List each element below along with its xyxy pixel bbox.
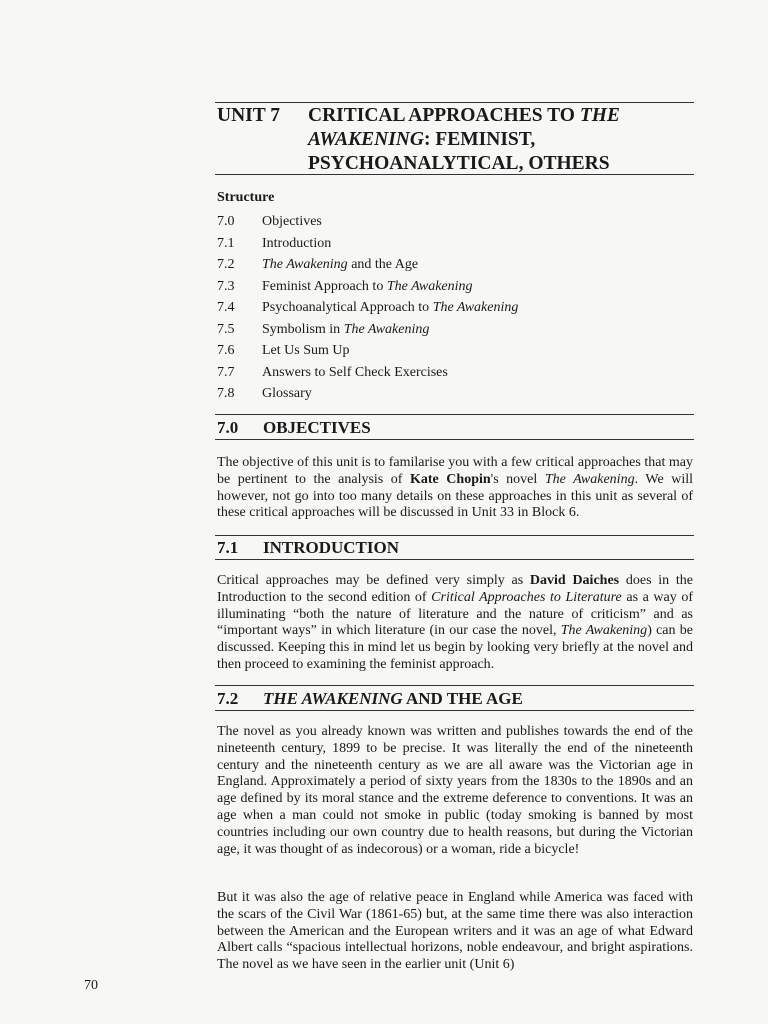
objectives-paragraph: The objective of this unit is to familarise you with a few critical approaches that may be pertinent to the analysis of Kate Chopin's novel The Awakening. We will however, not go into too many details on these approaches in this unit as several of these critical approaches will be discussed in Unit 33 in Block 6. [217,455,693,521]
objectives-top-rule [215,414,694,415]
structure-item-label: Answers to Self Check Exercises [262,364,448,380]
structure-item-number: 7.5 [217,321,235,337]
age-paragraph-1: The novel as you already known was written and publishes towards the end of the nineteenth century, 1899 to be precise. It was literally the end of the nineteenth century and the nineteenth century as we are all aware was the Victorian age in England. Approximately a period of sixty years from the 1830s to the 1890s and an age defined by its moral stance and the extreme deference to conventions. It was an age when a man could not smoke in public (today smoking is banned by most countries including our own country due to health reasons, but during the Victorian age, it was thought of as indecorous) or a woman, ride a bicycle! [217,724,693,857]
structure-item-label: Feminist Approach to The Awakening [262,278,473,294]
structure-list [217,211,687,405]
introduction-bottom-rule [215,559,694,560]
age-bottom-rule [215,710,694,711]
structure-item-number: 7.8 [217,386,235,401]
structure-item [217,233,687,255]
age-top-rule [215,685,694,686]
structure-item-number: 7.0 [217,214,235,229]
unit-title-lines [308,104,698,176]
page-number: 70 [84,978,98,993]
structure-item-number: 7.1 [217,235,235,251]
structure-item [217,297,687,319]
structure-item [217,319,687,341]
introduction-top-rule [215,535,694,536]
structure-item-number: 7.7 [217,364,235,380]
structure-item [217,362,687,384]
title-bottom-rule [215,174,694,175]
structure-item-label: Introduction [262,235,332,251]
structure-heading: Structure [217,190,275,205]
structure-item-label: Symbolism in The Awakening [262,321,430,337]
age-paragraph-2: But it was also the age of relative peace in England while America was faced with the scars of the Civil War (1861-65) but, at the same time there was also interaction between the American and the European writers and it was an age of what Edward Albert calls “spacious intellectual horizons, noble endeavour, and bright aspirations. The novel as we have seen in the earlier unit (Unit 6) [217,890,693,973]
structure-item [217,211,687,233]
structure-item-number: 7.4 [217,300,235,315]
structure-item [217,254,687,276]
structure-item-label: Glossary [262,386,312,401]
structure-item-label: The Awakening and the Age [262,257,419,272]
unit-number: UNIT 7 [217,105,281,126]
structure-item-label: Let Us Sum Up [262,343,350,358]
title-top-rule [215,102,694,103]
unit-title-line-1: CRITICAL APPROACHES TO THE [308,105,620,126]
structure-item [217,276,687,298]
unit-title-line-3: PSYCHOANALYTICAL, OTHERS [308,153,610,174]
structure-item-label: Psychoanalytical Approach to The Awakening [262,300,519,315]
structure-item-label: Objectives [262,214,322,229]
structure-item-number: 7.2 [217,257,235,272]
structure-item [217,340,687,362]
structure-item-number: 7.6 [217,343,235,358]
structure-item [217,383,687,405]
objectives-bottom-rule [215,439,694,440]
introduction-paragraph: Critical approaches may be defined very simply as David Daiches does in the Introduction to the second edition of Critical Approaches to Literature as a way of illuminating “both the nature of literature and the nature of criticism” and as “important ways” in which literature (in our case the novel, The Awakening) can be discussed. Keeping this in mind let us begin by looking very briefly at the novel and then proceed to examining the feminist approach. [217,573,694,672]
document-page: UNIT 7 CRITICAL APPROACHES TO THE AWAKENING: FEMINIST, PSYCHOANALYTICAL, OTHERS Structure 7.0 Objectives 7.1 Introduction 7.2 The Awakening and the Age 7.3 Feminist Approach to The Awakening 7.4 Psychoanalytical Approach to The Awakening 7.5 Symbolism in The Awakening 7.6 Let Us Sum Up 7.7 Answers to Self Check Exercises 7.8 Glossary 7.0 OBJECTIVES The objective of this unit is to familarise you with a few critical approaches that may be pertinent to the analysis of Kate Chopin's novel The Awakening. We will however, not go into too many details on these approaches in this unit as several of these critical approaches will be discussed in Unit 33 in Block 6. 7.1 INTRODUCTION Critical approaches may be defined very simply as David Daiches does in the Introduction to the second edition of Critical Approaches to Literature as a way of illuminating “both the nature of literature and the nature of criticism” and as “important ways” in which literature (in our case the novel, The Awakening) can be discussed. Keeping this in mind let us begin by looking very briefly at the novel and then proceed to examining the feminist approach. 7.2 THE AWAKENING AND THE AGE The novel as you already known was written and publishes towards the end of the nineteenth century, 1899 to be precise. It was literally the end of the nineteenth century and the nineteenth century as we are all aware was the Victorian age in England. Approximately a period of sixty years from the 1830s to the 1890s and an age defined by its moral stance and the extreme deference to conventions. It was an age when a man could not smoke in public (today smoking is banned by most countries including our own country due to health reasons, but during the Victorian age, it was thought of as indecorous) or a woman, ride a bicycle! But it was also the age of relative peace in England while America was faced with the scars of the Civil War (1861-65) but, at the same time there was also interaction between the American and the European writers and it was an age of what Edward Albert calls “spacious intellectual horizons, noble endeavour, and bright aspirations. The novel as we have seen in the earlier unit (Unit 6) 70 [0,0,768,1024]
structure-item-number: 7.3 [217,278,235,294]
unit-title-line-2: AWAKENING: FEMINIST, [308,129,536,150]
